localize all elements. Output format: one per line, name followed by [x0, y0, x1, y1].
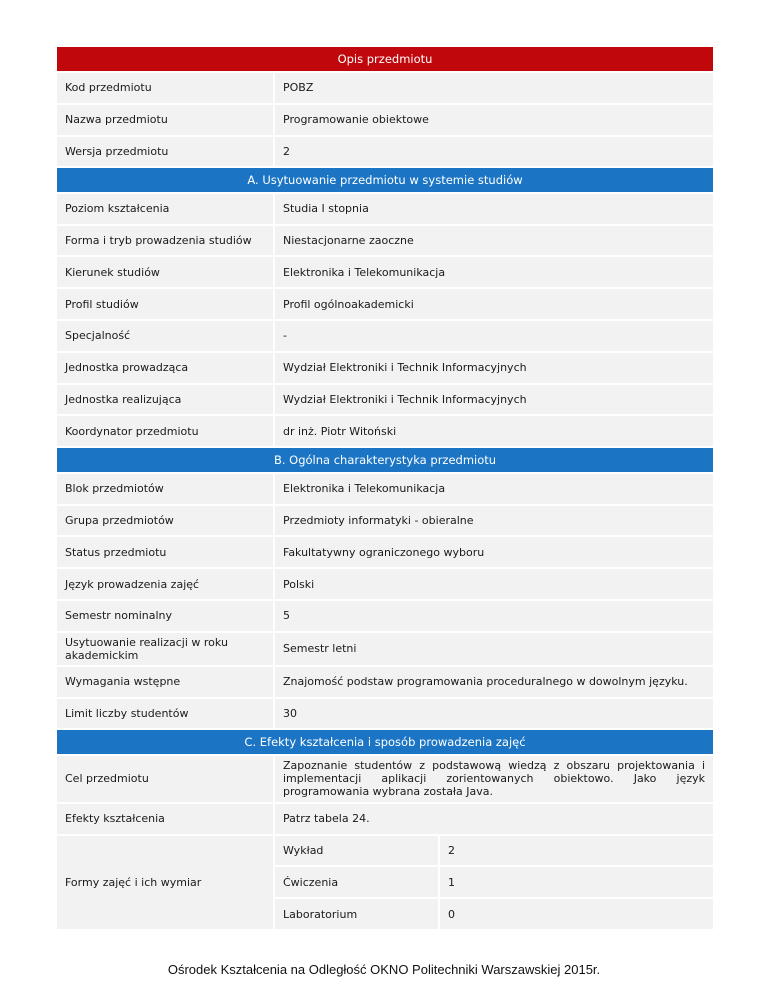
row-label: Semestr nominalny [57, 600, 274, 632]
row-value: Niestacjonarne zaoczne [274, 225, 713, 257]
row-label: Limit liczby studentów [57, 698, 274, 730]
row-label: Poziom kształcenia [57, 193, 274, 225]
table-row [57, 803, 713, 835]
row-label: Formy zajęć i ich wymiar [57, 835, 274, 930]
row-value: 5 [274, 600, 713, 632]
section-a-header [57, 167, 713, 193]
row-value: Studia I stopnia [274, 193, 713, 225]
row-label: Cel przedmiotu [57, 755, 274, 803]
table-row [57, 600, 713, 632]
table-row [57, 473, 713, 505]
row-value: Wydział Elektroniki i Technik Informacyjnych [274, 352, 713, 384]
row-label: Forma i tryb prowadzenia studiów [57, 225, 274, 257]
table-row [57, 835, 713, 867]
row-value: Fakultatywny ograniczonego wyboru [274, 536, 713, 568]
row-label: Jednostka prowadząca [57, 352, 274, 384]
table-row [57, 72, 713, 104]
table-row [57, 136, 713, 168]
row-value: Zapoznanie studentów z podstawową wiedzą z obszaru projektowania i implementacji aplikacji zorientowanych obiektowo. Jako język programowania wybrana została Java. [274, 755, 713, 803]
course-description-table [57, 47, 713, 931]
row-label: Profil studiów [57, 288, 274, 320]
class-form-name: Laboratorium [274, 898, 439, 930]
row-value: Semestr letni [274, 632, 713, 666]
row-label: Blok przedmiotów [57, 473, 274, 505]
row-label: Koordynator przedmiotu [57, 415, 274, 447]
section-c-header [57, 729, 713, 755]
class-form-hours: 1 [439, 866, 713, 898]
row-value: 30 [274, 698, 713, 730]
section-b-title: B. Ogólna charakterystyka przedmiotu [57, 447, 713, 473]
table-row [57, 384, 713, 416]
row-value: POBZ [274, 72, 713, 104]
section-b-header [57, 447, 713, 473]
table-row [57, 505, 713, 537]
row-label: Wymagania wstępne [57, 666, 274, 698]
table-row [57, 225, 713, 257]
row-label: Jednostka realizująca [57, 384, 274, 416]
table-title-row [57, 47, 713, 72]
row-label: Wersja przedmiotu [57, 136, 274, 168]
row-value: Programowanie obiektowe [274, 104, 713, 136]
row-value: dr inż. Piotr Witoński [274, 415, 713, 447]
row-label: Usytuowanie realizacji w roku akademickim [57, 632, 274, 666]
table-row [57, 288, 713, 320]
table-row [57, 755, 713, 803]
table-row [57, 352, 713, 384]
row-label: Kierunek studiów [57, 256, 274, 288]
table-row [57, 568, 713, 600]
row-label: Specjalność [57, 320, 274, 352]
table-row [57, 193, 713, 225]
row-label: Status przedmiotu [57, 536, 274, 568]
row-value: - [274, 320, 713, 352]
table-row [57, 632, 713, 666]
row-value: Profil ogólnoakademicki [274, 288, 713, 320]
row-label: Kod przedmiotu [57, 72, 274, 104]
table-row [57, 666, 713, 698]
row-label: Efekty kształcenia [57, 803, 274, 835]
row-value: Polski [274, 568, 713, 600]
section-c-title: C. Efekty kształcenia i sposób prowadzenia zajęć [57, 729, 713, 755]
row-label: Nazwa przedmiotu [57, 104, 274, 136]
class-form-name: Ćwiczenia [274, 866, 439, 898]
row-value: Wydział Elektroniki i Technik Informacyjnych [274, 384, 713, 416]
row-value: Znajomość podstaw programowania proceduralnego w dowolnym języku. [274, 666, 713, 698]
row-value: Przedmioty informatyki - obieralne [274, 505, 713, 537]
row-value: Patrz tabela 24. [274, 803, 713, 835]
class-form-hours: 0 [439, 898, 713, 930]
class-form-hours: 2 [439, 835, 713, 867]
table-row [57, 104, 713, 136]
class-form-name: Wykład [274, 835, 439, 867]
row-value: Elektronika i Telekomunikacja [274, 256, 713, 288]
table-row [57, 320, 713, 352]
row-value: Elektronika i Telekomunikacja [274, 473, 713, 505]
table-row [57, 698, 713, 730]
table-title: Opis przedmiotu [57, 47, 713, 72]
table-row [57, 256, 713, 288]
page-footer: Ośrodek Kształcenia na Odległość OKNO Politechniki Warszawskiej 2015r. [167, 962, 601, 977]
row-label: Język prowadzenia zajęć [57, 568, 274, 600]
table-row [57, 536, 713, 568]
row-label: Grupa przedmiotów [57, 505, 274, 537]
table-row [57, 415, 713, 447]
row-value: 2 [274, 136, 713, 168]
section-a-title: A. Usytuowanie przedmiotu w systemie studiów [57, 167, 713, 193]
